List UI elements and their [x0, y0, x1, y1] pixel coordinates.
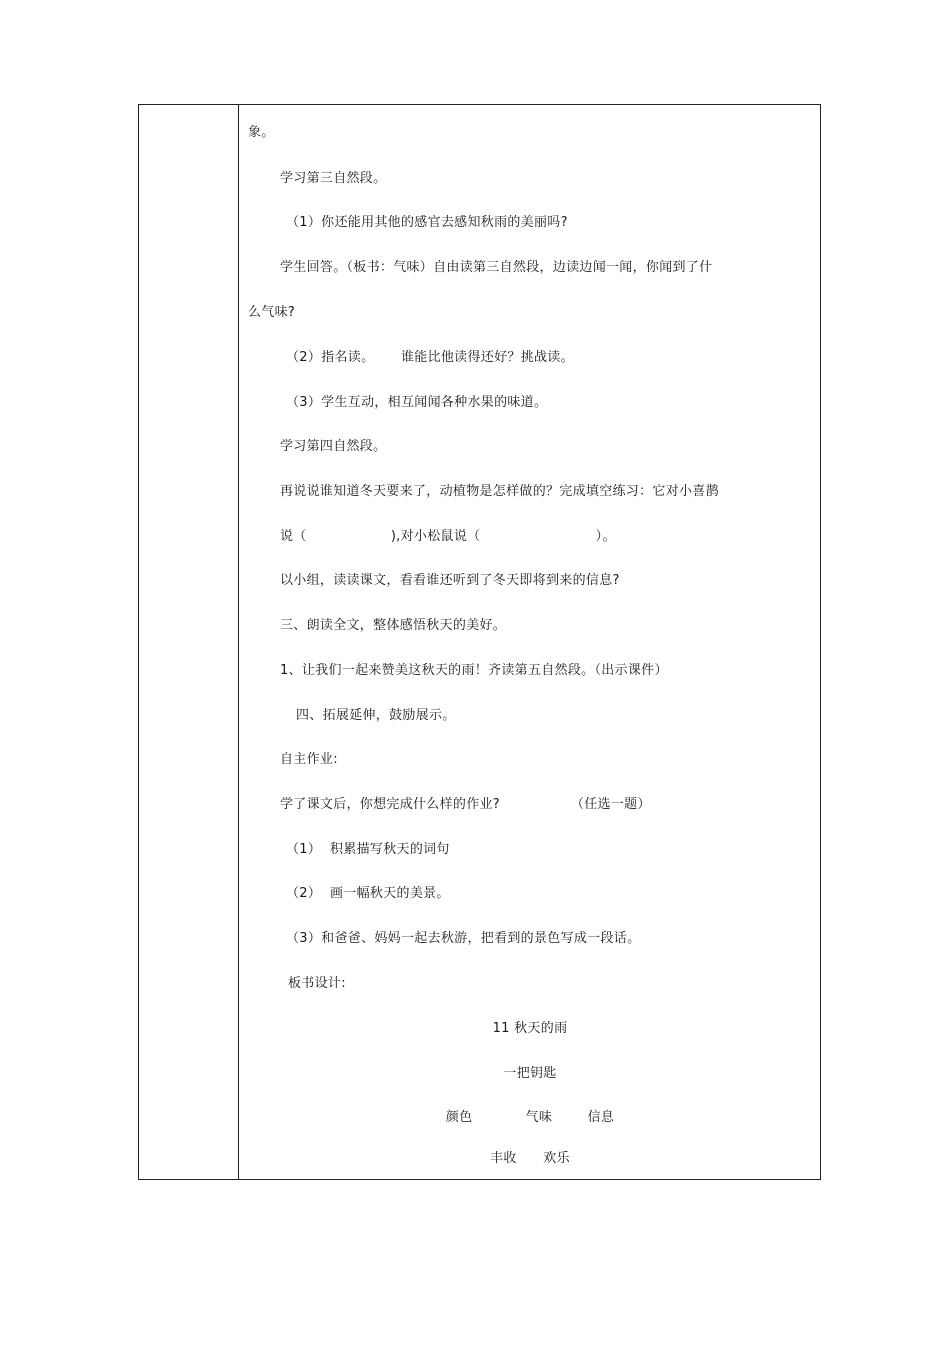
- text-line: 板书设计:: [288, 976, 346, 991]
- text-line: 学生回答。（板书：气味）自由读第三自然段，边读边闻一闻，你闻到了什: [280, 260, 713, 275]
- text-line: 么气味?: [248, 305, 296, 320]
- board-title: 11 秋天的雨: [492, 1021, 568, 1036]
- board-row-4: 丰收 欢乐: [490, 1151, 570, 1166]
- text-line: 再说说谁知道冬天要来了，动植物是怎样做的？完成填空练习：它对小喜鹊: [280, 484, 719, 499]
- board-row-3: 颜色 气味 信息: [445, 1110, 615, 1125]
- text-line: （3）学生互动，相互闻闻各种水果的味道。: [286, 395, 548, 410]
- text-line: 象。: [248, 125, 275, 140]
- text-line: 学习第三自然段。: [280, 171, 387, 186]
- text-line: （2）指名读。 谁能比他读得还好？挑战读。: [286, 350, 574, 365]
- text-line: 1、让我们一起来赞美这秋天的雨！齐读第五自然段。（出示课件）: [280, 663, 668, 678]
- content-cell: [240, 105, 820, 1179]
- text-line: 自主作业:: [280, 752, 338, 767]
- text-line: 四、拓展延伸，鼓励展示。: [296, 708, 456, 723]
- text-line: 三、朗读全文，整体感悟秋天的美好。: [280, 618, 507, 633]
- text-line: （2） 画一幅秋天的美景。: [286, 886, 450, 901]
- text-line: 学习第四自然段。: [280, 439, 387, 454]
- text-line: 以小组，读读课文，看看谁还听到了冬天即将到来的信息?: [280, 573, 620, 588]
- text-line: （1）你还能用其他的感官去感知秋雨的美丽吗?: [286, 215, 568, 230]
- text-line: （3）和爸爸、妈妈一起去秋游，把看到的景色写成一段话。: [286, 931, 641, 946]
- board-key: 一把钥匙: [503, 1066, 557, 1081]
- left-column-cell: [139, 105, 239, 1179]
- lesson-table: [138, 104, 821, 1180]
- text-line: 说（ ),对小松鼠说（ ）。: [280, 529, 616, 544]
- text-line: 学了课文后，你想完成什么样的作业? （任选一题）: [280, 797, 651, 812]
- text-line: （1） 积累描写秋天的词句: [286, 842, 450, 857]
